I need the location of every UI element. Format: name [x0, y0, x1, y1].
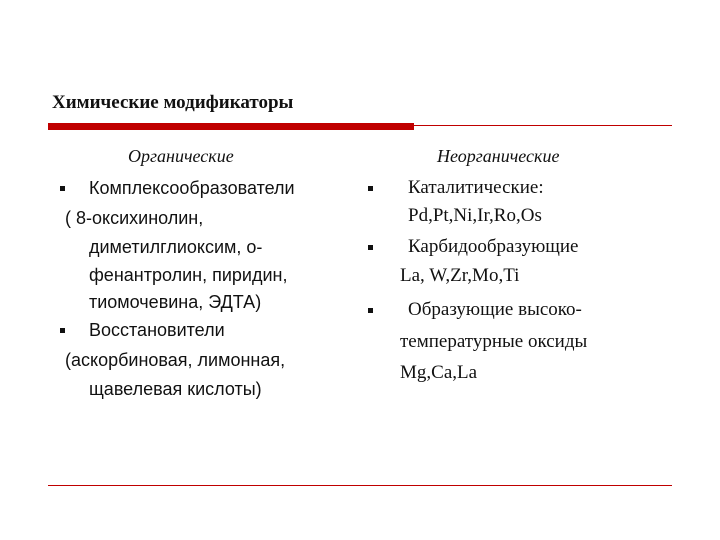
title-underline-thin: [414, 125, 672, 126]
inorganic-line: температурные оксиды: [400, 331, 588, 352]
inorganic-heading: Неорганические: [437, 146, 560, 166]
title-underline-accent: [48, 123, 414, 130]
bullet-marker: [368, 308, 373, 313]
organic-line: (аскорбиновая, лимонная,: [65, 350, 286, 370]
inorganic-line: Каталитические:: [408, 177, 544, 198]
inorganic-line: Карбидообразующие: [408, 236, 579, 257]
bullet-marker: [368, 186, 373, 191]
inorganic-line: La, W,Zr,Mo,Ti: [400, 265, 520, 286]
organic-line: щавелевая кислоты): [89, 379, 262, 399]
bullet-marker: [368, 245, 373, 250]
inorganic-line: Mg,Ca,La: [400, 362, 478, 383]
bottom-divider: [48, 485, 672, 486]
organic-line: Восстановители: [89, 320, 225, 340]
slide-title: Химические модификаторы: [52, 92, 294, 113]
bullet-marker: [60, 328, 65, 333]
organic-heading: Органические: [128, 146, 234, 166]
inorganic-line: Образующие высоко-: [408, 299, 582, 320]
bullet-marker: [60, 186, 65, 191]
inorganic-line: Pd,Pt,Ni,Ir,Ro,Os: [408, 205, 542, 226]
organic-line: Комплексообразователи: [89, 178, 295, 198]
organic-line: фенантролин, пиридин,: [89, 265, 288, 285]
organic-line: тиомочевина, ЭДТА): [89, 292, 262, 312]
organic-line: диметилглиоксим, о-: [89, 237, 263, 257]
organic-line: ( 8-оксихинолин,: [65, 208, 204, 228]
